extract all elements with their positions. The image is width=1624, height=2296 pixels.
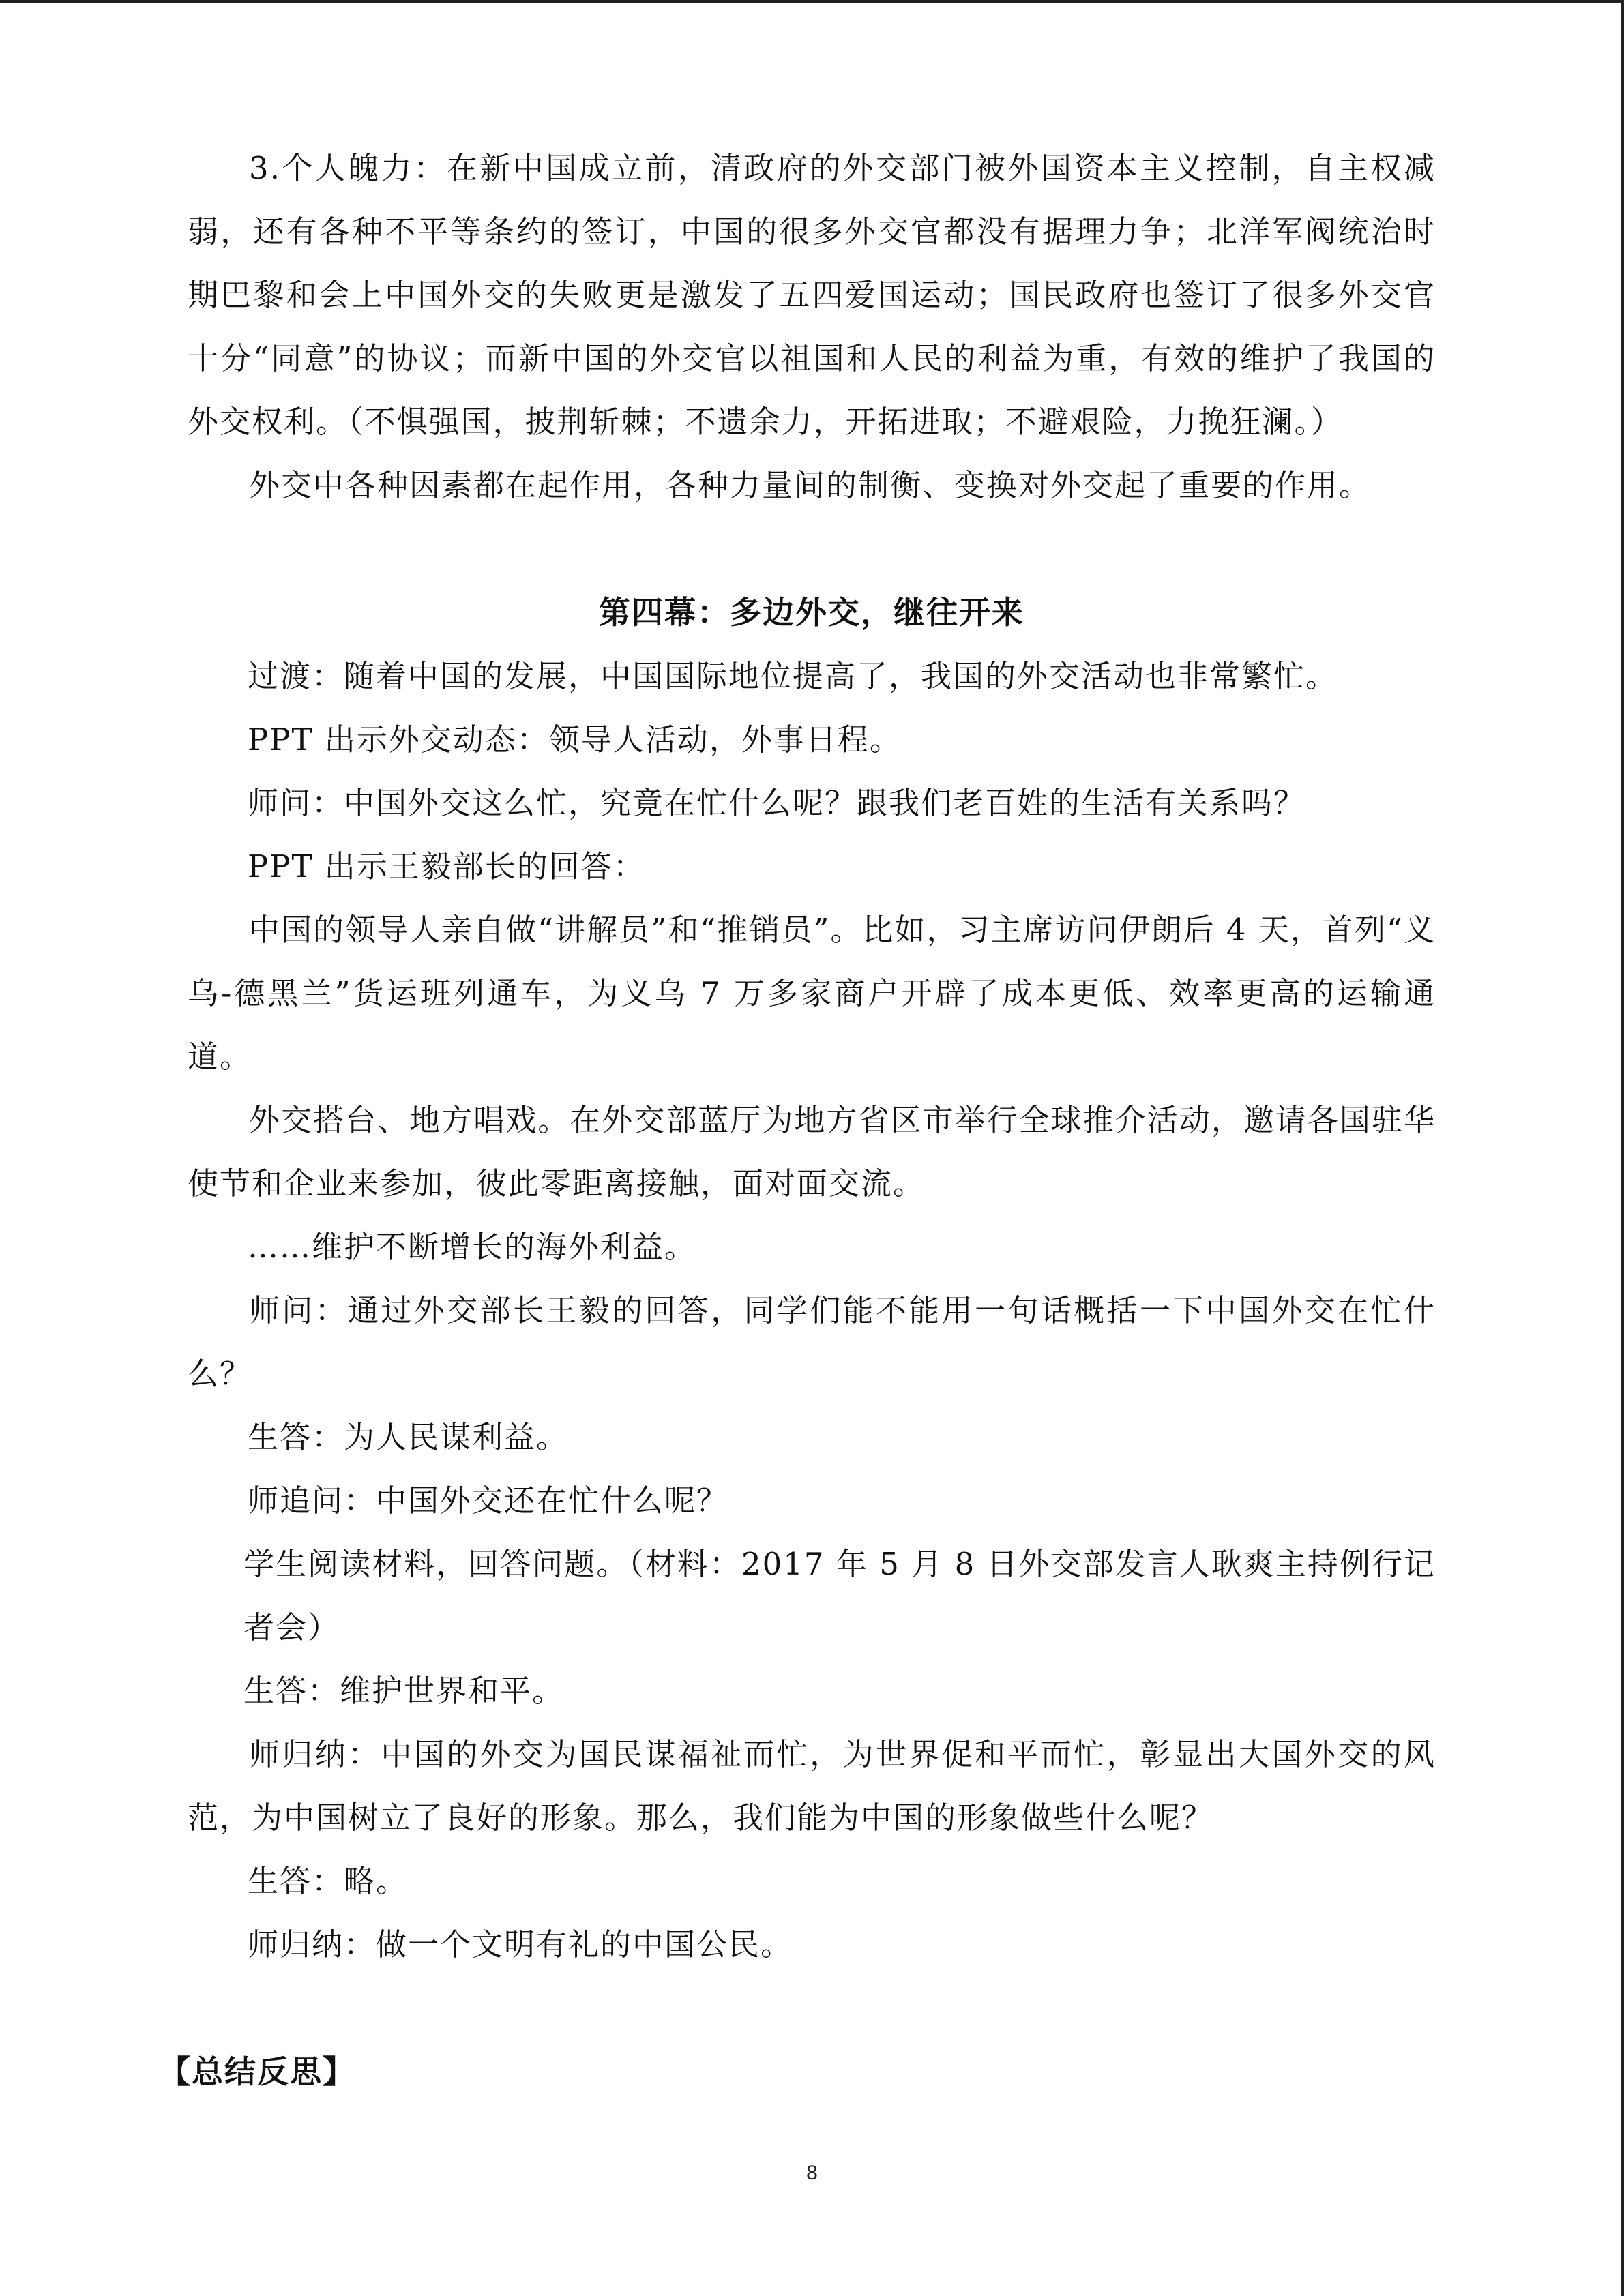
- paragraph-teacher-question-1: 师问：中国外交这么忙，究竟在忙什么呢？跟我们老百姓的生活有关系吗？: [248, 785, 1306, 821]
- paragraph-student-reading: 学生阅读材料，回答问题。（材料：2017 年 5 月 8 日外交部发言人耿爽主持例行记者会）: [243, 1546, 1436, 1645]
- paragraph-student-answer-2: 生答：维护世界和平。: [243, 1673, 565, 1709]
- paragraph-ppt-dynamics: PPT 出示外交动态：领导人活动，外事日程。: [248, 721, 902, 758]
- paragraph-personal-charisma: 3.个人魄力：在新中国成立前，清政府的外交部门被外国资本主义控制，自主权减弱，还有各种不平等条约的签订，中国的很多外交官都没有据理力争；北洋军阀统治时期巴黎和会上中国外交的失败更是激发了五四爱国运动；国民政府也签订了很多外交官十分“同意”的协议；而新中国的外交官以祖国和人民的利益为重，有效的维护了我国的外交权利。（不惧强国，披荆斩棘；不遗余力，开拓进取；不避艰险，力挽狂澜。）: [188, 150, 1436, 440]
- paragraph-diplomacy-platform: 外交搭台、地方唱戏。在外交部蓝厅为地方省区市举行全球推介活动，邀请各国驻华使节和企业来参加，彼此零距离接触，面对面交流。: [188, 1102, 1436, 1202]
- paragraph-student-answer-3: 生答：略。: [248, 1863, 409, 1899]
- paragraph-teacher-follow-up: 师追问：中国外交还在忙什么呢？: [248, 1482, 729, 1519]
- paragraph-ppt-wangyi: PPT 出示王毅部长的回答：: [248, 848, 645, 884]
- summary-reflection-heading: 【总结反思】: [159, 2053, 355, 2090]
- paragraph-teacher-question-2: 师问：通过外交部长王毅的回答，同学们能不能用一句话概括一下中国外交在忙什么？: [188, 1292, 1436, 1392]
- paragraph-student-answer-1: 生答：为人民谋利益。: [248, 1419, 569, 1455]
- paragraph-transition: 过渡：随着中国的发展，中国国际地位提高了，我国的外交活动也非常繁忙。: [248, 658, 1338, 694]
- document-body: [159, 136, 1436, 2104]
- page-number: 8: [806, 2162, 818, 2184]
- paragraph-overseas-interests: ……维护不断增长的海外利益。: [248, 1229, 697, 1265]
- paragraph-leaders-promoters: 中国的领导人亲自做“讲解员”和“推销员”。比如，习主席访问伊朗后 4 天，首列“义乌-德黑兰”货运班列通车，为义乌 7 万多家商户开辟了成本更低、效率更高的运输通道。: [188, 912, 1436, 1075]
- paragraph-teacher-summary-1: 师归纳：中国的外交为国民谋福祉而忙，为世界促和平而忙，彰显出大国外交的风范，为中国树立了良好的形象。那么，我们能为中国的形象做些什么呢？: [188, 1736, 1436, 1836]
- paragraph-teacher-summary-2: 师归纳：做一个文明有礼的中国公民。: [248, 1926, 793, 1963]
- act-four-heading: 第四幕：多边外交，继往开来: [599, 594, 1024, 631]
- paragraph-balance-of-forces: 外交中各种因素都在起作用，各种力量间的制衡、变换对外交起了重要的作用。: [249, 467, 1372, 503]
